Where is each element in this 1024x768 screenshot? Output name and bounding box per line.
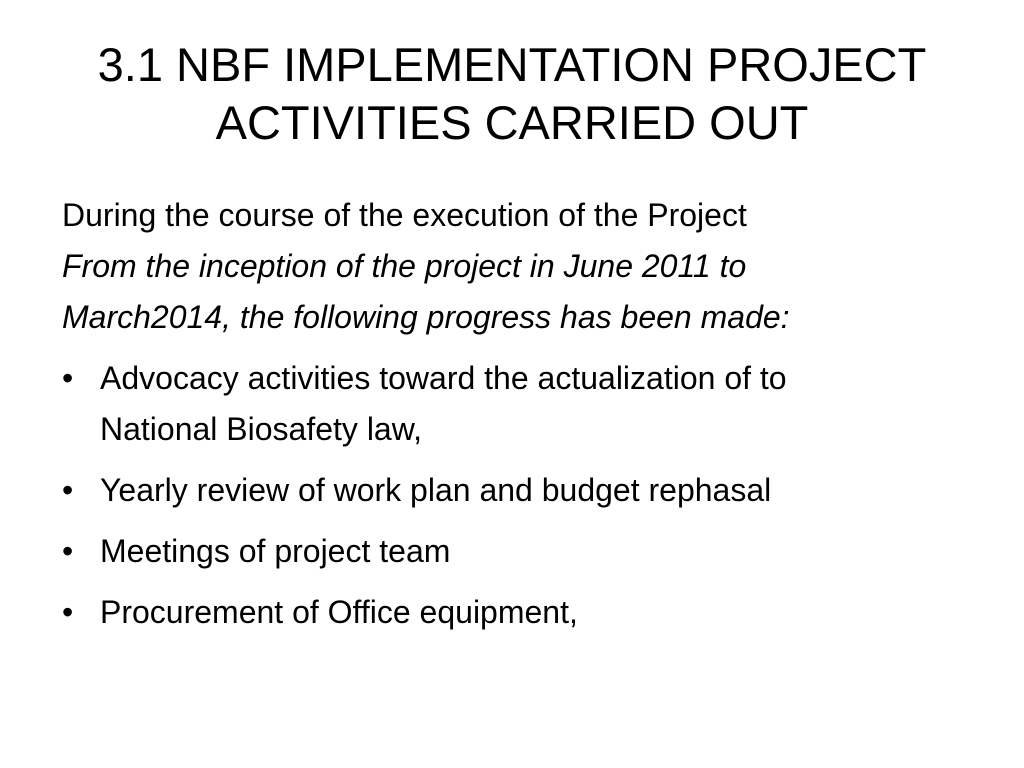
bullet-text-line: National Biosafety law, [100, 411, 422, 447]
list-item [62, 526, 982, 577]
intro-line-2: From the inception of the project in June 2011 to [62, 248, 747, 284]
bullet-text-line: Advocacy activities toward the actualization of to [100, 360, 787, 396]
bullet-icon: • [62, 594, 74, 630]
bullet-list [62, 353, 982, 638]
slide-title [60, 36, 964, 152]
bullet-text-line: Procurement of Office equipment, [100, 594, 578, 630]
bullet-icon: • [62, 533, 74, 569]
bullet-icon: • [62, 360, 74, 396]
slide-title-line-1: 3.1 NBF IMPLEMENTATION PROJECT [97, 38, 927, 91]
intro-line-3: March2014, the following progress has been made: [62, 299, 790, 335]
bullet-icon: • [62, 472, 74, 508]
list-item [62, 587, 982, 638]
list-item [62, 353, 982, 455]
intro-line-1: During the course of the execution of the Project [62, 197, 747, 233]
bullet-text-line: Yearly review of work plan and budget rephasal [100, 472, 772, 508]
slide-title-line-2: ACTIVITIES CARRIED OUT [215, 96, 809, 149]
slide-body [62, 190, 982, 648]
bullet-text-line: Meetings of project team [100, 533, 451, 569]
list-item [62, 465, 982, 516]
